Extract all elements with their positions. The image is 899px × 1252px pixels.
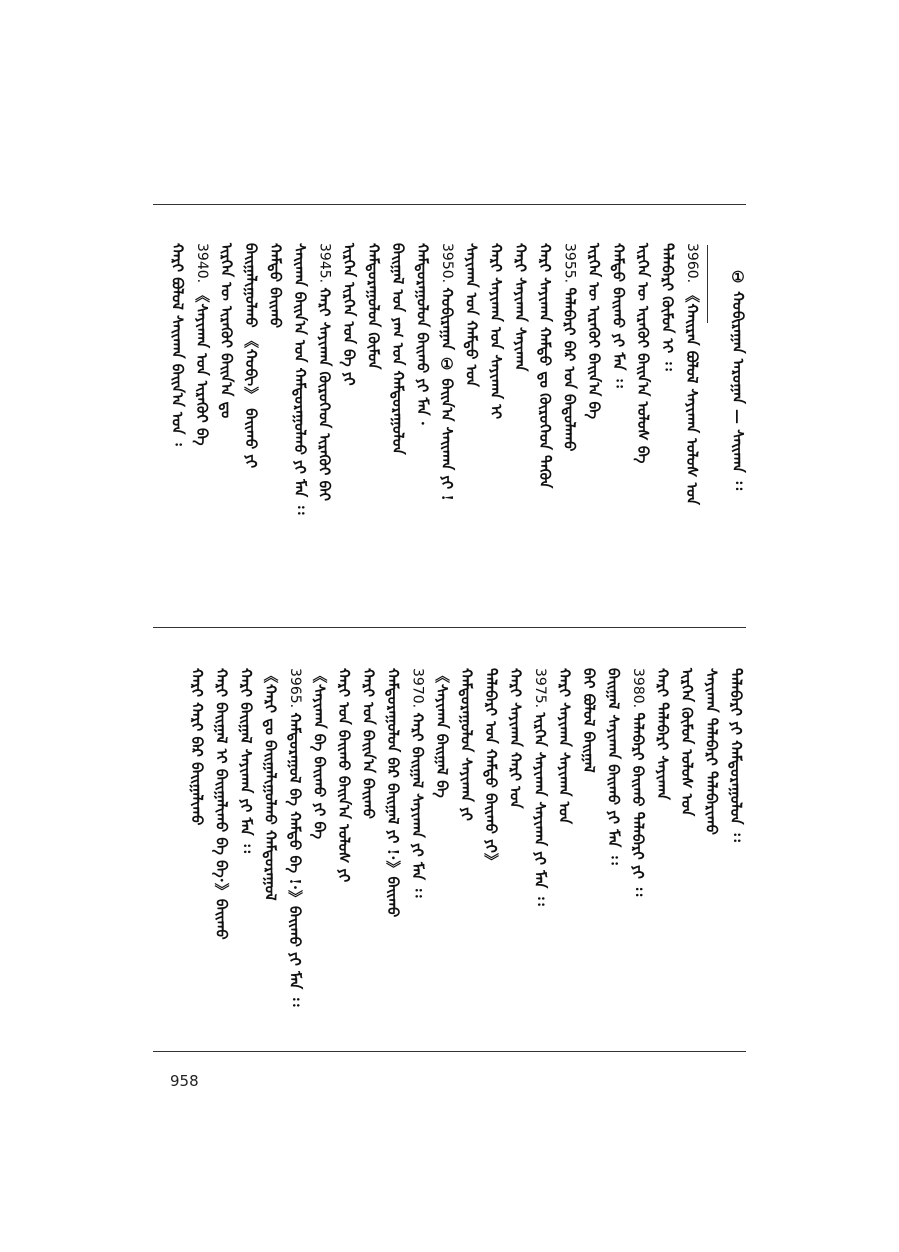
text-column bbox=[437, 243, 457, 501]
text-column bbox=[530, 668, 550, 906]
line-text: ᠬᠤᠪᠢᠷᠠᠭᠠᠨ ① ᠪᠠᠢᠨ᠎ᠠ ᠰᠠᠢᠬᠠᠨ ᠶᠢ ! bbox=[438, 287, 456, 501]
line-number: 3965. bbox=[287, 668, 303, 713]
text-column bbox=[579, 668, 599, 773]
text-column bbox=[261, 668, 281, 901]
line-text: ᠲᠠᠯᠠᠪᠠᠷᠢ ᠪᠠᠷ ᠤᠨ ᠪᠠᠲᠤᠯᠠᠬᠤ bbox=[560, 287, 579, 452]
text-column bbox=[187, 668, 207, 825]
bottom-rule bbox=[153, 1051, 746, 1052]
line-text: ᠢᠷᠭᠡᠨ ᠰᠠᠶᠢᠬᠠᠨ ᠰᠠᠶᠢᠬᠠᠨ ᠶᠢ ᠮᠠᠨ ᠄᠄ bbox=[531, 712, 549, 906]
text-column bbox=[481, 668, 501, 869]
line-number: 3945. bbox=[316, 243, 333, 288]
line-text: ᠲᠠᠯᠠᠪᠠᠷᠢ ᠶᠢ ᠬᠠᠮᠲᠤᠷᠠᠭᠤᠯᠤᠨ ᠄᠄ bbox=[727, 668, 745, 842]
line-text: ᠲᠠᠯᠠᠪᠠᠷᠢ ᠤᠨ ᠬᠠᠮᠲᠤ ᠪᠠᠢᠬᠤ ᠶᠢ》 bbox=[482, 668, 500, 869]
line-text: ᠰᠠᠶᠢᠬᠠᠨ ᠲᠠᠯᠠᠪᠠᠷᠢ ᠲᠠᠯᠠᠪᠠᠷᠢᠬᠤ bbox=[702, 668, 721, 835]
line-text: ᠪᠠᠢ ᠪᠣᠯᠤᠯ ᠪᠠᠢᠭᠠᠯ bbox=[580, 668, 598, 773]
line-number: 3950. bbox=[439, 243, 455, 288]
text-column bbox=[653, 668, 673, 800]
text-column bbox=[413, 243, 433, 426]
text-column bbox=[462, 243, 482, 387]
text-column bbox=[555, 668, 575, 824]
text-column bbox=[266, 243, 286, 328]
text-column bbox=[383, 668, 403, 917]
line-number: 3980. bbox=[630, 668, 646, 713]
text-column bbox=[236, 668, 256, 853]
line-text: 《ᠰᠠᠶᠢᠬᠠᠨ ᠤᠨ ᠢᠷᠡᠭᠦᠢ ᠪᠠ bbox=[193, 287, 211, 446]
footnote-text: ᠬᠤᠪᠢᠷᠠᠭᠠᠨ ᠠᠷᠤᠭᠠᠨ — ᠰᠠᠢᠬᠠᠨ ᠄᠄ bbox=[729, 291, 747, 491]
line-text: 《ᠬᠠᠷᠢ ᠳᠤ ᠪᠠᠢᠭᠠᠯᠢᠭᠤᠯᠬᠤ ᠬᠠᠮᠲᠤᠷᠠᠭᠤᠯ bbox=[261, 668, 280, 901]
text-column bbox=[726, 668, 746, 842]
line-text: 《ᠬᠠᠢᠷᠠᠨ ᠪᠣᠯᠤᠯ ᠰᠠᠶᠢᠬᠠᠨ ᠤᠯᠤᠰ ᠤᠨ bbox=[683, 287, 701, 505]
line-text: 《ᠰᠠᠶᠢᠬᠠᠨ ᠪᠠᠢᠭᠠᠯ ᠪᠠ bbox=[433, 668, 451, 798]
text-column bbox=[212, 668, 232, 940]
text-column bbox=[702, 668, 722, 835]
text-column bbox=[560, 243, 580, 451]
line-text: ᠬᠠᠮᠲᠤ ᠪᠠᠢᠬᠤ ᠶᠢ ᠮᠠᠨ ᠄᠄ bbox=[609, 243, 628, 388]
line-text: ᠢᠷᠭᠡᠨ ᠦ ᠢᠷᠡᠭᠦᠢ ᠪᠠᠢᠨ᠎ᠠ ᠪᠠ bbox=[585, 243, 603, 420]
text-column bbox=[388, 243, 408, 455]
text-column bbox=[408, 668, 428, 897]
line-text: ᠬᠠᠮᠲᠤᠷᠠᠭᠤᠯ ᠪᠠ ᠬᠠᠮᠲᠤ ᠪᠠ !·》ᠪᠠᠢᠬᠤ ᠶᠢ ᠮᠠᠨ ᠄᠄ bbox=[286, 712, 304, 1007]
line-text: ᠬᠠᠮᠲᠤ ᠪᠠᠢᠬᠤ bbox=[266, 243, 285, 329]
text-column bbox=[677, 668, 697, 816]
footnote bbox=[728, 268, 748, 490]
text-column bbox=[486, 243, 506, 419]
line-number: 3975. bbox=[532, 668, 548, 713]
line-text: ᠲᠠᠯᠠᠪᠠᠷᠢ ᠬᠦᠮᠦᠨ ᠢ ᠄᠄ bbox=[658, 243, 677, 371]
line-text: ᠬᠠᠮᠲᠤᠷᠠᠭᠤᠯᠤᠨ ᠪᠠᠷ ᠪᠠᠢᠭᠠᠯ ᠶᠢ !·》ᠪᠠᠢᠬᠤ bbox=[384, 668, 402, 918]
line-text: ᠢᠷᠭᠡᠨ ᠬᠦᠮᠦᠨ ᠤᠯᠤᠰ ᠤᠨ bbox=[678, 668, 696, 817]
line-number: 3970. bbox=[409, 668, 426, 713]
text-column bbox=[334, 668, 354, 882]
text-column bbox=[168, 243, 188, 446]
text-column bbox=[432, 668, 452, 798]
line-text: ᠬᠠᠷᠢ ᠰᠠᠶᠢᠬᠠᠨ ᠬᠠᠷᠢ ᠤᠨ bbox=[506, 668, 525, 809]
line-text: ᠬᠠᠷᠢ ᠰᠠᠶᠢᠬᠠᠨ ᠰᠠᠶᠢᠬᠠᠨ bbox=[511, 243, 530, 372]
line-text: ᠢᠷᠭᠡᠨ ᠦ ᠢᠷᠡᠭᠦᠢ ᠪᠠᠢᠨ᠎ᠠ ᠳᠤ bbox=[217, 243, 236, 419]
text-column bbox=[658, 243, 678, 371]
line-text: ᠬᠠᠷᠢ ᠪᠠᠢᠭᠠᠯ ᠢ ᠪᠠᠢᠭᠠᠯᠢᠬᠤ ᠪᠠ ᠪᠠ·》ᠪᠠᠢᠬᠤ bbox=[212, 668, 231, 940]
text-column bbox=[584, 243, 604, 419]
text-column bbox=[310, 668, 330, 839]
line-text: ᠪᠠᠢᠭᠠᠯ ᠰᠠᠶᠢᠬᠠᠨ ᠪᠠᠢᠬᠤ ᠶᠢ ᠮᠠᠨ ᠄᠄ bbox=[604, 668, 623, 865]
line-text: ᠬᠠᠷᠢ ᠰᠠᠶᠢᠬᠠᠨ ᠬᠦᠷᠦᠭᠡᠳ ᠢᠷᠡᠭᠦᠢ ᠪᠠᠢ bbox=[315, 287, 334, 502]
line-number: 3955. bbox=[561, 243, 578, 288]
text-column bbox=[290, 243, 310, 515]
line-text: ᠰᠠᠢᠬᠠᠨ ᠪᠠᠢᠨ᠎ᠠ ᠤᠨ ᠬᠠᠮᠲᠤᠷᠠᠭᠤᠯᠬᠤ ᠶᠢ ᠮᠠᠨ ᠄᠄ bbox=[291, 243, 309, 515]
line-text: ᠬᠠᠷᠢ ᠰᠠᠶᠢᠬᠠᠨ ᠰᠠᠶᠢᠬᠠᠨ ᠤᠨ bbox=[555, 668, 574, 825]
line-text: ᠬᠠᠷᠢ ᠬᠠᠷᠢ ᠪᠠᠷ ᠪᠠᠢᠭᠠᠯᠢᠬᠤ bbox=[188, 668, 206, 826]
text-column bbox=[364, 243, 384, 369]
text-column bbox=[192, 243, 212, 446]
footnote-separator bbox=[707, 245, 708, 323]
text-column bbox=[315, 243, 335, 501]
text-column bbox=[609, 243, 629, 388]
text-column bbox=[285, 668, 305, 1007]
line-text: ᠬᠠᠷᠢ ᠤᠨ ᠪᠠᠢᠬᠤ ᠪᠠᠢᠨ᠎ᠠ ᠤᠯᠤᠰ ᠶᠢ bbox=[335, 668, 353, 883]
line-text: ᠬᠠᠷᠢ ᠰᠠᠶᠢᠬᠠᠨ ᠬᠠᠮᠲᠤ ᠳᠤ ᠬᠦᠷᠦᠭᠡᠳ ᠲᠡᠭᠦᠨ bbox=[536, 243, 554, 489]
line-text: ᠬᠠᠮᠲᠤᠷᠠᠭᠤᠯᠤᠨ ᠪᠠᠢᠬᠤ ᠶᠢ ᠮᠠᠨ · bbox=[413, 243, 432, 426]
page-number: 958 bbox=[170, 1072, 199, 1090]
text-column bbox=[217, 243, 237, 418]
text-column bbox=[682, 243, 702, 505]
line-text: ᠬᠠᠷᠢ ᠪᠠᠢᠭᠠᠯ ᠰᠠᠶᠢᠬᠠᠨ ᠶᠢ ᠮᠠᠨ ᠄᠄ bbox=[408, 712, 427, 898]
line-text: ᠬᠠᠷᠢ ᠲᠠᠯᠠᠪᠠᠷᠢ ᠰᠠᠶᠢᠬᠠᠨ bbox=[653, 668, 672, 800]
line-text: ᠢᠷᠭᠡᠨ ᠦ ᠢᠷᠡᠭᠦᠢ ᠪᠠᠢᠨ᠎ᠠ ᠤᠯᠤᠰ ᠪᠠ bbox=[634, 243, 652, 464]
line-text: 《ᠰᠠᠶᠢᠬᠠᠨ ᠪᠠ ᠪᠠᠢᠬᠤ ᠶᠢ ᠪᠠ bbox=[310, 668, 329, 840]
text-column bbox=[457, 668, 477, 821]
line-text: ᠢᠷᠭᠡᠨ ᠢᠷᠭᠡᠨ ᠤᠨ ᠪᠠ ᠶᠢ bbox=[340, 243, 358, 386]
top-rule bbox=[153, 204, 746, 205]
line-text: ᠪᠠᠢᠭᠠᠯ ᠤᠨ ᠶᠠᠭ ᠤᠨ ᠬᠠᠮᠲᠤᠷᠠᠭᠤᠯᠤᠨ bbox=[389, 243, 407, 455]
text-column bbox=[359, 668, 379, 819]
text-column bbox=[506, 668, 526, 809]
text-column bbox=[339, 243, 359, 386]
text-column bbox=[241, 243, 261, 468]
text-column bbox=[633, 243, 653, 463]
line-text: ᠰᠠᠶᠢᠬᠠᠨ ᠤᠨ ᠬᠠᠮᠲᠤ ᠤᠨ bbox=[462, 243, 481, 387]
line-number: 3940. bbox=[194, 243, 210, 288]
line-text: ᠪᠠᠢᠭᠠᠯᠢᠭᠤᠯᠬᠤ 《ᠬᠤᠪᠢ》 ᠪᠠᠢᠬᠤ ᠶᠢ bbox=[242, 243, 260, 469]
line-text: ᠬᠠᠷᠢ ᠤᠨ ᠪᠠᠢᠨ᠎ᠠ ᠪᠠᠢᠬᠤ bbox=[359, 668, 378, 819]
line-number: 3960. bbox=[684, 243, 700, 288]
middle-rule bbox=[153, 627, 746, 628]
line-text: ᠲᠠᠯᠠᠪᠠᠷᠢ ᠪᠠᠢᠬᠤ ᠲᠠᠯᠠᠪᠠᠷᠢ ᠶᠢ ᠄᠄ bbox=[629, 712, 647, 897]
text-column bbox=[535, 243, 555, 488]
text-column bbox=[511, 243, 531, 371]
text-column bbox=[604, 668, 624, 865]
line-text: ᠬᠠᠷᠢ ᠪᠣᠯᠤᠯ ᠰᠠᠢᠬᠠᠨ ᠪᠠᠢᠨ᠎ᠠ ᠤᠨ ᠄ bbox=[168, 243, 187, 446]
line-text: ᠬᠠᠷᠢ ᠪᠠᠢᠭᠠᠯ ᠰᠠᠶᠢᠬᠠᠨ ᠶᠢ ᠮᠠᠨ ᠄᠄ bbox=[237, 668, 255, 853]
line-text: ᠬᠠᠮᠲᠤᠷᠠᠭᠤᠯᠤᠨ ᠰᠠᠶᠢᠬᠠᠨ ᠶᠢ bbox=[457, 668, 476, 821]
line-text: ᠬᠠᠮᠲᠤᠷᠠᠭᠤᠯᠤᠨ ᠬᠦᠮᠦᠨ bbox=[364, 243, 383, 370]
footnote-marker: ① bbox=[729, 268, 747, 286]
line-text: ᠬᠠᠷᠢ ᠰᠠᠶᠢᠬᠠᠨ ᠤᠨ ᠰᠠᠶᠢᠬᠠᠨ ᠢ bbox=[487, 243, 505, 420]
text-column bbox=[628, 668, 648, 896]
